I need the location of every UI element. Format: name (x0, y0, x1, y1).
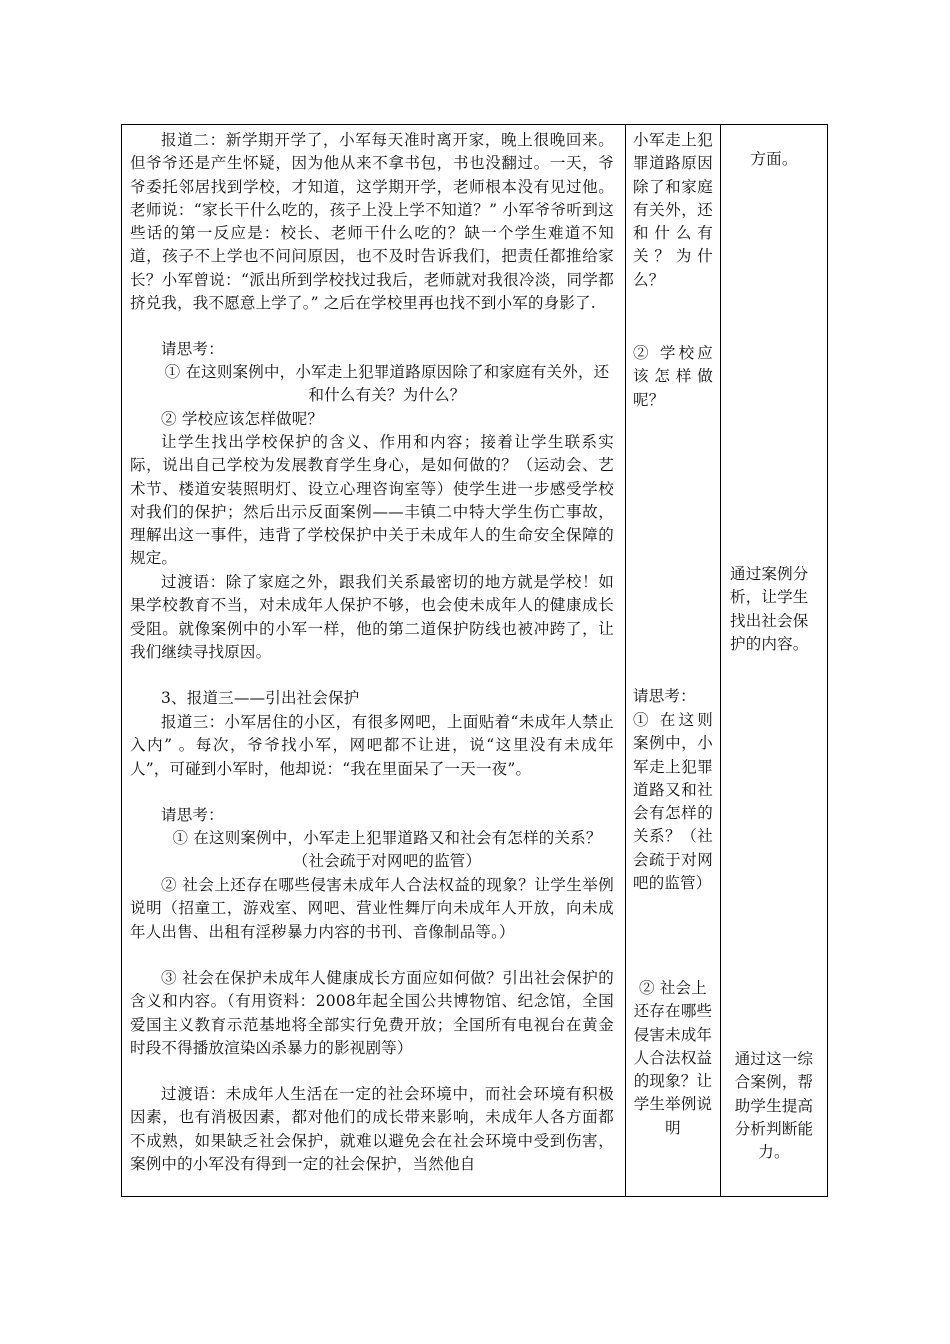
section-heading-report-three: 3、报道三——引出社会保护 (161, 689, 360, 707)
design-intent-column (720, 125, 827, 1196)
mid-question-4: ② 社会上还存在哪些侵害未成年人合法权益的现象？让学生举例说明 (633, 979, 713, 1137)
teaching-process-column (122, 125, 626, 1196)
school-protection-activity: 让学生找出学校保护的含义、作用和内容；接着让学生联系实际，说出自己学校为发展教育学生身心，是如何做的？（运动会、艺术节、楼道安装照明灯、设立心理咨询室等）使学生进一步感受学校对我们的保护；然后出示反面案例——丰镇二中特大学生伤亡事故，理解出这一事件，违背了学校保护中关于未成年人的生命安全保障的规定。 (130, 433, 614, 568)
mid-question-2: ② 学校应该怎样做呢？ (633, 344, 713, 409)
report-three-paragraph: 报道三：小军居住的小区，有很多网吧，上面贴着“未成年人禁止入内” 。每次，爷爷找小军，网吧都不让进，说“这里没有未成年人”，可碰到小军时，他却说：“我在里面呆了一天一夜”。 (130, 713, 614, 778)
right-note-3: 通过这一综合案例，帮助学生提高分析判断能力。 (734, 1050, 814, 1162)
student-activity-column (625, 125, 721, 1196)
report-two-paragraph: 报道二：新学期开学了，小军每天准时离开家，晚上很晚回来。但爷爷还是产生怀疑，因为他从来不拿书包，书也没翻过。一天，爷爷委托邻居找到学校，才知道，这学期开学，老师根本没有见过他。老师说：“家长干什么吃的，孩子上没上学不知道？” 小军爷爷听到这些话的第一反应是：校长、老师干什么吃的？缺一个学生难道不知道，孩子不上学也不问问原因，也不及时告诉我们，把责任都推给家长？小军曾说：“派出所到学校找过我后，老师就对我很冷淡，同学都挤兑我，我不愿意上学了。” 之后在学校里再也找不到小军的身影了. (130, 131, 614, 313)
mid-think-prompt: 请思考： (633, 687, 696, 705)
think-prompt-1: 请思考： (161, 340, 224, 358)
transition-paragraph-1: 过渡语：除了家庭之外，跟我们关系最密切的地方就是学校！如果学校教育不当，对未成年人保护不够，也会使未成年人的健康成长受阻。就像案例中的小军一样，他的第二道保护防线也被冲跨了，让我们继续寻找原因。 (130, 573, 614, 661)
mid-question-3: ① 在这则案例中，小军走上犯罪道路又和社会有怎样的关系？（社会疏于对网吧的监管） (633, 711, 713, 893)
think-prompt-2: 请思考： (161, 806, 224, 824)
question-society-1: ① 在这则案例中，小军走上犯罪道路又和社会有怎样的关系？（社会疏于对网吧的监管） (172, 829, 602, 871)
question-school-1: ① 在这则案例中，小军走上犯罪道路原因除了和家庭有关外，还和什么有关？为什么？ (164, 363, 610, 405)
lesson-plan-table (121, 124, 828, 1197)
right-note-1: 方面。 (750, 150, 798, 168)
right-note-2: 通过案例分析，让学生找出社会保护的内容。 (730, 565, 809, 653)
transition-paragraph-2: 过渡语：未成年人生活在一定的社会环境中，而社会环境有积极因素，也有消极因素，都对他们的成长带来影响，未成年人各方面都不成熟，如果缺乏社会保护，就难以避免会在社会环境中受到伤害，案例中的小军没有得到一定的社会保护，当然他自 (130, 1085, 614, 1173)
question-society-3: ③ 社会在保护未成年人健康成长方面应如何做？引出社会保护的含义和内容。（有用资料：2008年起全国公共博物馆、纪念馆，全国爱国主义教育示范基地将全部实行免费开放；全国所有电视台在黄金时段不得播放渲染凶杀暴力的影视剧等） (130, 969, 614, 1057)
mid-question-1: 小军走上犯罪道路原因除了和家庭有关外，还和什么有关？为什么？ (633, 131, 713, 289)
question-school-2: ② 学校应该怎样做呢？ (161, 410, 324, 428)
question-society-2: ② 社会上还存在哪些侵害未成年人合法权益的现象？让学生举例说明（招童工，游戏室、网吧、营业性舞厅向未成年人开放，向未成年人出售、出租有淫秽暴力内容的书刊、音像制品等。） (130, 876, 614, 941)
